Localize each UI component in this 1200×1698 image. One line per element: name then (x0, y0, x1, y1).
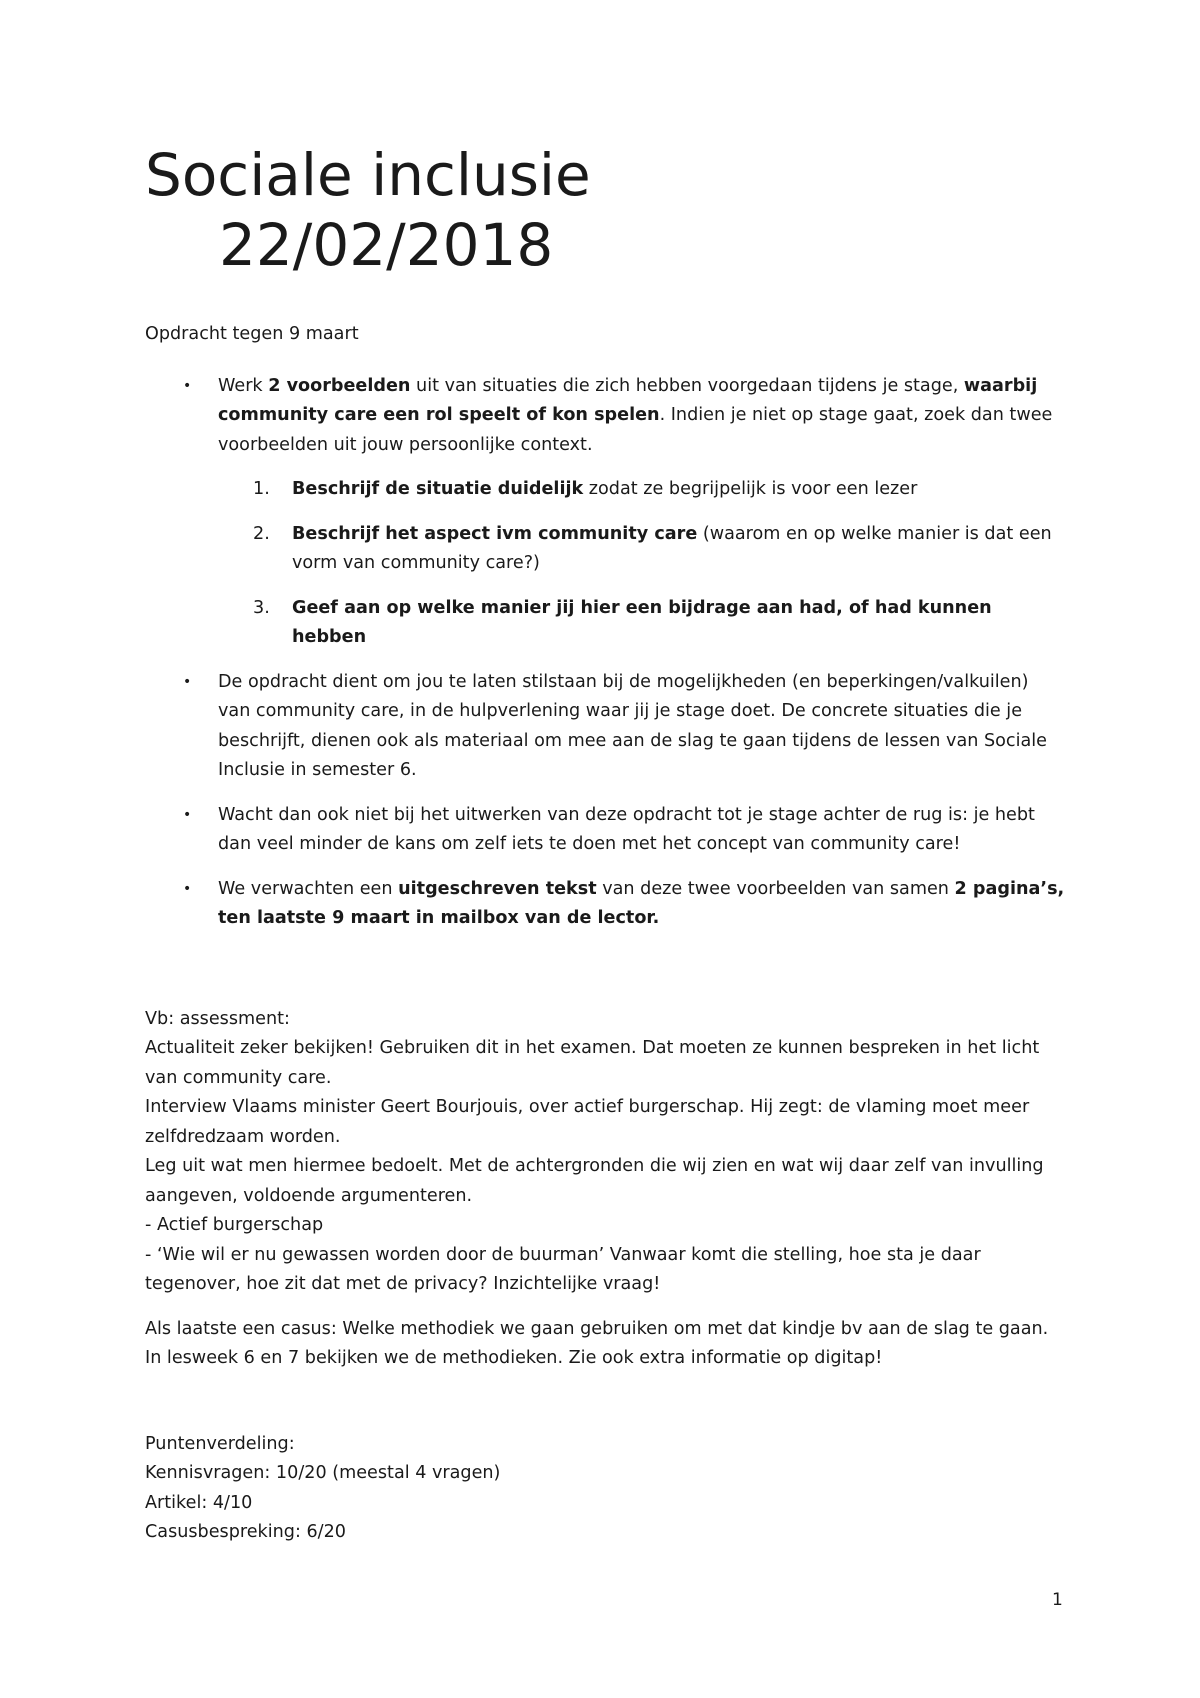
bullet-item-2: • De opdracht dient om jou te laten stilstaan bij de mogelijkheden (en beperkingen/valkuilen) van community care, in de hulpverlening waar jij je stage doet. De concrete situaties die je beschrijft, dienen ook als materiaal om mee aan de slag te gaan tijdens de lessen van Sociale Inclusie in semester 6. (145, 668, 1065, 786)
document-body (145, 320, 1065, 1548)
casus-line: Als laatste een casus: Welke methodiek we gaan gebruiken om met dat kindje bv aan de slag te gaan. (145, 1318, 1049, 1339)
title-date: 22/02/2018 (219, 211, 554, 279)
bullet-icon: • (183, 377, 192, 394)
assessment-section (145, 1005, 1065, 1300)
numbered-item-1: 1. Beschrijf de situatie duidelijk zodat ze begrijpelijk is voor een lezer (253, 479, 918, 499)
bullet-item-3: • Wacht dan ook niet bij het uitwerken van deze opdracht tot je stage achter de rug is: je hebt dan veel minder de kans om zelf iets te doen met het concept van community care! (145, 801, 1065, 860)
assessment-line: Actualiteit zeker bekijken! Gebruiken dit in het examen. Dat moeten ze kunnen bespreken in het licht van community care. (145, 1038, 1040, 1088)
bullet-icon: • (183, 880, 192, 897)
bullet-icon: • (183, 806, 192, 823)
assessment-line: Leg uit wat men hiermee bedoelt. Met de achtergronden die wij zien en wat wij daar zelf van invulling aangeven, voldoende argumenteren. (145, 1156, 1044, 1206)
assessment-line: Interview Vlaams minister Geert Bourjouis, over actief burgerschap. Hij zegt: de vlaming moet meer zelfdredzaam worden. (145, 1097, 1030, 1147)
bullet-icon: • (183, 673, 192, 690)
points-line: Artikel: 4/10 (145, 1492, 253, 1513)
points-section (145, 1430, 1065, 1548)
points-line: Casusbespreking: 6/20 (145, 1522, 346, 1542)
bullet-item-1: • Werk 2 voorbeelden uit van situaties die zich hebben voorgedaan tijdens je stage, waarbij community care een rol speelt of kon spelen. Indien je niet op stage gaat, zoek dan twee voorbeelden uit jouw persoonlijke context. (145, 372, 1065, 461)
casus-line: In lesweek 6 en 7 bekijken we de methodieken. Zie ook extra informatie op digitap! (145, 1348, 883, 1368)
numbered-item-2: 2. Beschrijf het aspect ivm community care (waarom en op welke manier is dat een vorm van community care?) (253, 523, 1052, 573)
assessment-line: - Actief burgerschap (145, 1215, 324, 1235)
assessment-heading: Vb: assessment: (145, 1008, 290, 1029)
page-number: 1 (1052, 1590, 1063, 1610)
title-line-1: Sociale inclusie (145, 141, 591, 209)
casus-section (145, 1315, 1065, 1374)
points-heading: Puntenverdeling: (145, 1433, 295, 1454)
assessment-line: - ‘Wie wil er nu gewassen worden door de buurman’ Vanwaar komt die stelling, hoe sta je daar tegenover, hoe zit dat met de privacy? Inzichtelijke vraag! (145, 1244, 981, 1294)
numbered-item-3: 3. Geef aan op welke manier jij hier een bijdrage aan had, of had kunnen hebben (253, 597, 992, 647)
bullet-item-4: • We verwachten een uitgeschreven tekst van deze twee voorbeelden van samen 2 pagina’s, ten laatste 9 maart in mailbox van de lector. (145, 875, 1065, 934)
assignment-heading: Opdracht tegen 9 maart (145, 324, 359, 344)
points-line: Kennisvragen: 10/20 (meestal 4 vragen) (145, 1463, 501, 1483)
document-title (145, 140, 591, 280)
